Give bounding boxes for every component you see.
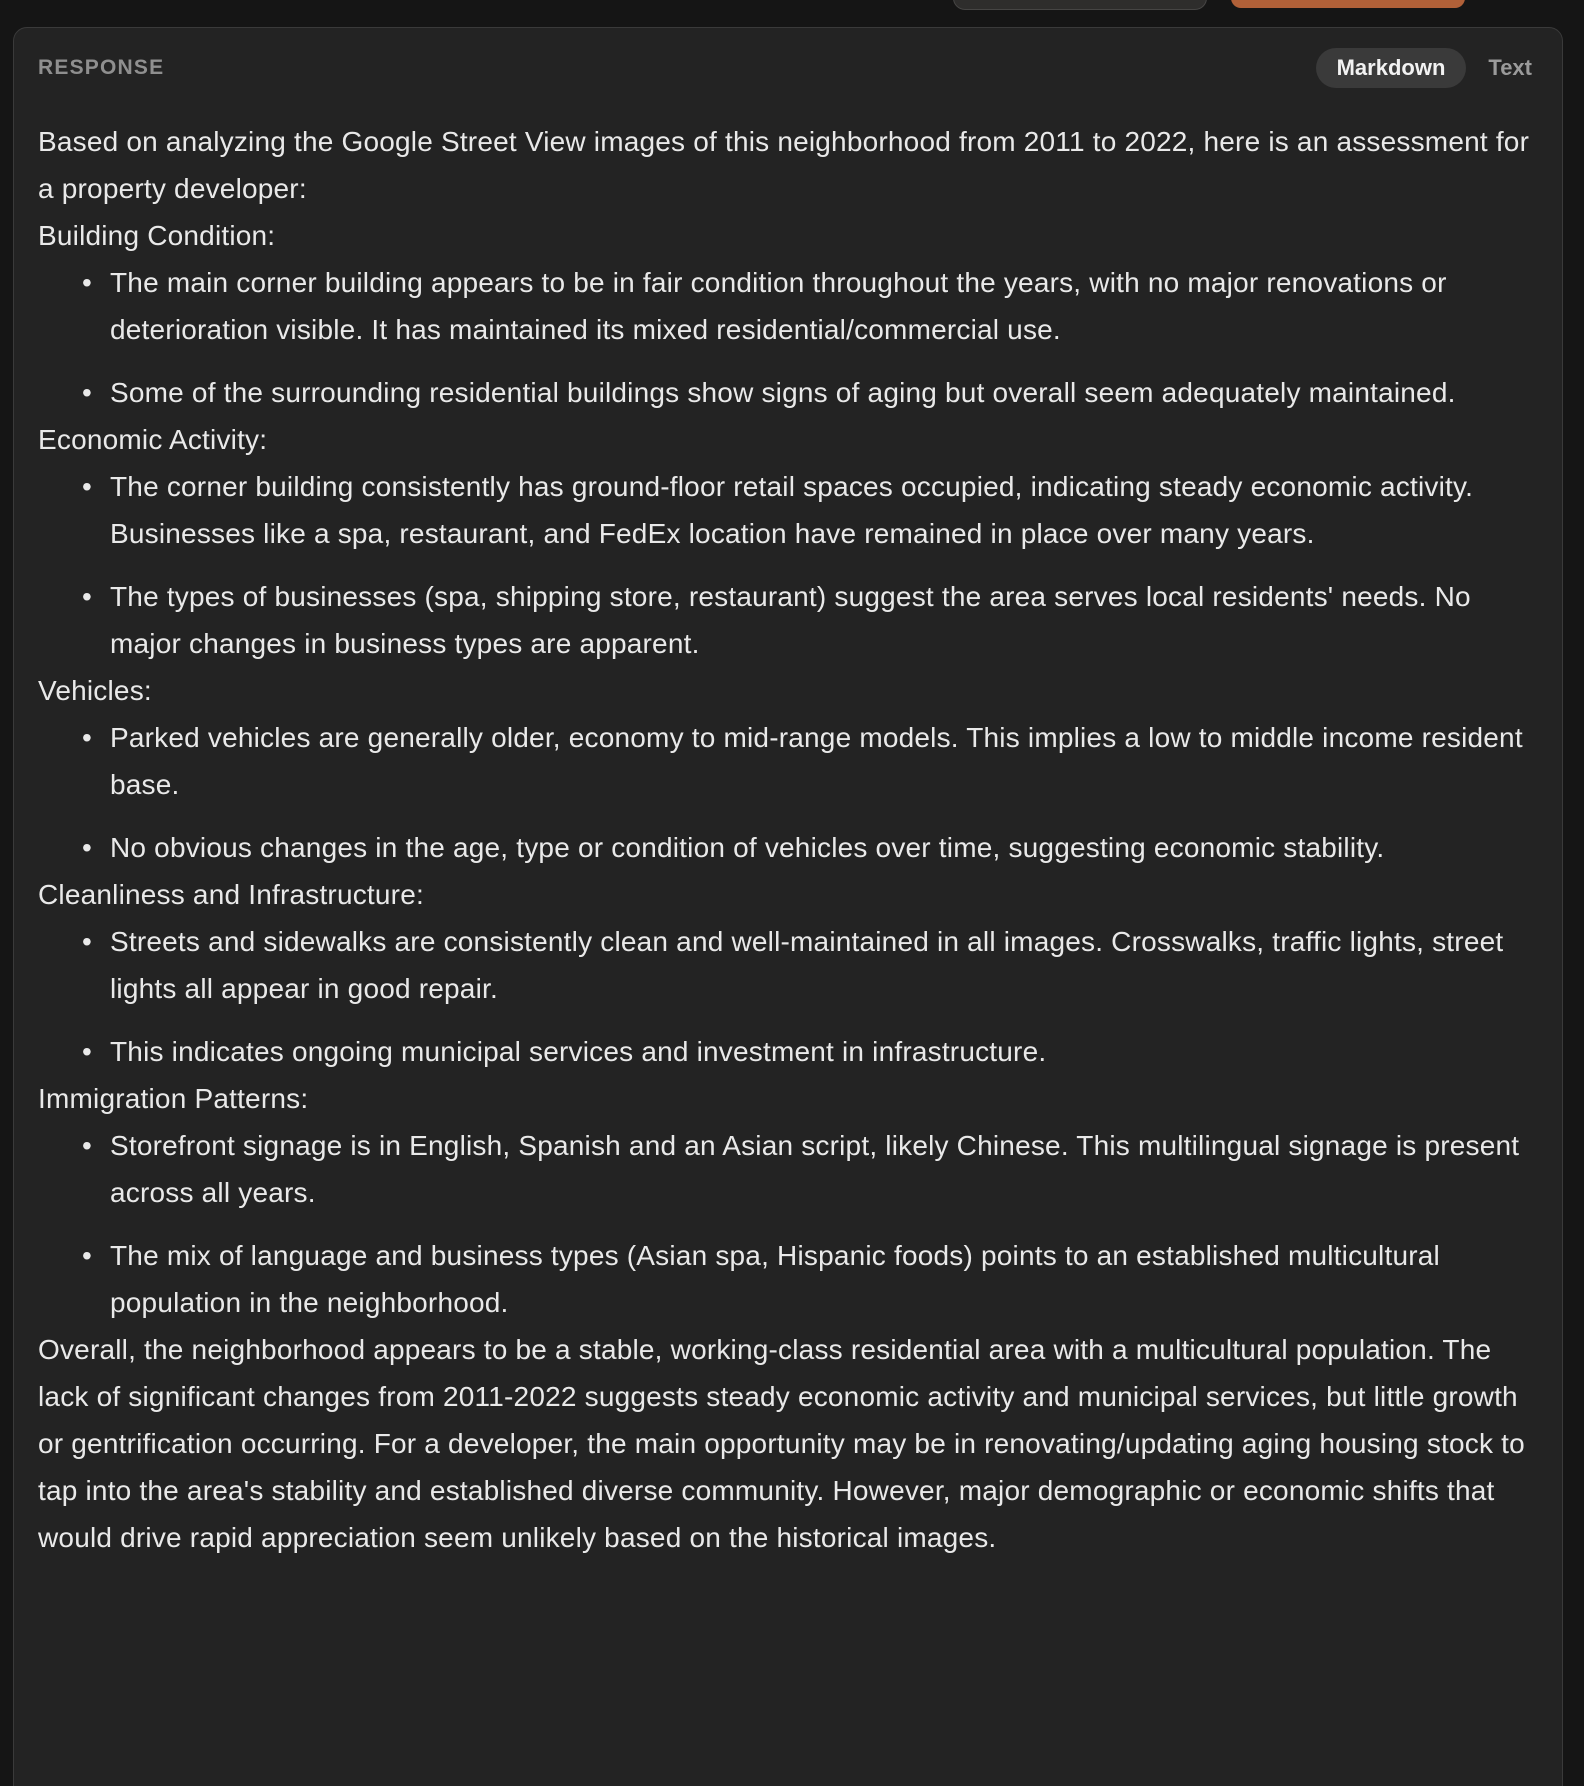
bullet-item: • Some of the surrounding residential buildings show signs of aging but overall seem adequately maintained. bbox=[110, 369, 1538, 416]
response-sections bbox=[38, 212, 1538, 1326]
bullet-item: • The types of businesses (spa, shipping store, restaurant) suggest the area serves local residents' needs. No major changes in business types are apparent. bbox=[110, 573, 1538, 667]
section-heading: Vehicles: bbox=[38, 675, 152, 706]
section-heading: Building Condition: bbox=[38, 220, 276, 251]
view-format-toggle bbox=[1316, 48, 1538, 88]
bullet-item: • This indicates ongoing municipal services and investment in infrastructure. bbox=[110, 1028, 1538, 1075]
response-conclusion: Overall, the neighborhood appears to be a stable, working-class residential area with a multicultural population. The lack of significant changes from 2011-2022 suggests steady economic activity and municipal services, but little growth or gentrification occurring. For a developer, the main opportunity may be in renovating/updating aging housing stock to tap into the area's stability and established diverse community. However, major demographic or economic shifts that would drive rapid appreciation seem unlikely based on the historical images. bbox=[38, 1334, 1525, 1553]
bullet-item: • Storefront signage is in English, Spanish and an Asian script, likely Chinese. This multilingual signage is present across all years. bbox=[110, 1122, 1538, 1216]
bullet-list bbox=[38, 259, 1538, 416]
toggle-markdown-button[interactable]: Markdown bbox=[1316, 48, 1467, 88]
panel-title: RESPONSE bbox=[38, 56, 165, 79]
response-panel-header bbox=[38, 48, 1538, 88]
bullet-list bbox=[38, 463, 1538, 667]
bullet-item: • Streets and sidewalks are consistently clean and well-maintained in all images. Crosswalks, traffic lights, street lights all appear in good repair. bbox=[110, 918, 1538, 1012]
section-heading: Immigration Patterns: bbox=[38, 1083, 309, 1114]
toggle-text-button[interactable]: Text bbox=[1488, 55, 1532, 80]
top-partial-button-gray[interactable] bbox=[953, 0, 1207, 10]
bullet-item: • Parked vehicles are generally older, economy to mid-range models. This implies a low to middle income resident base. bbox=[110, 714, 1538, 808]
bullet-list bbox=[38, 918, 1538, 1075]
section-heading: Cleanliness and Infrastructure: bbox=[38, 879, 424, 910]
bullet-item: • No obvious changes in the age, type or condition of vehicles over time, suggesting economic stability. bbox=[110, 824, 1538, 871]
bullet-list bbox=[38, 714, 1538, 871]
response-body bbox=[38, 118, 1538, 1561]
bullet-list bbox=[38, 1122, 1538, 1326]
section-heading: Economic Activity: bbox=[38, 424, 268, 455]
response-intro: Based on analyzing the Google Street View images of this neighborhood from 2011 to 2022, here is an assessment for a property developer: bbox=[38, 126, 1530, 204]
response-panel bbox=[13, 27, 1563, 1786]
bullet-item: • The main corner building appears to be in fair condition throughout the years, with no major renovations or deterioration visible. It has maintained its mixed residential/commercial use. bbox=[110, 259, 1538, 353]
top-partial-button-orange[interactable] bbox=[1231, 0, 1465, 8]
bullet-item: • The corner building consistently has ground-floor retail spaces occupied, indicating steady economic activity. Businesses like a spa, restaurant, and FedEx location have remained in place over many years. bbox=[110, 463, 1538, 557]
bullet-item: • The mix of language and business types (Asian spa, Hispanic foods) points to an established multicultural population in the neighborhood. bbox=[110, 1232, 1538, 1326]
